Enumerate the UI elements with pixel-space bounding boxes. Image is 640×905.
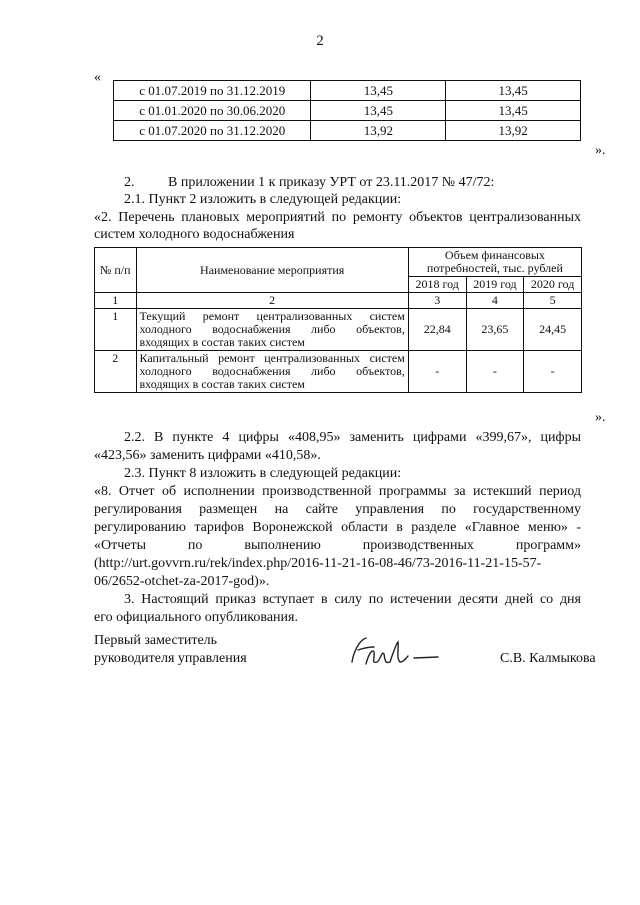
tariff-period: с 01.07.2020 по 31.12.2020 (114, 121, 311, 141)
header-num: № п/п (95, 248, 137, 293)
header-2020: 2020 год (524, 277, 582, 293)
signer-name: С.В. Калмыкова (500, 651, 596, 666)
event-2018: 22,84 (408, 309, 466, 351)
event-name: Текущий ремонт централизованных систем холодного водоснабжения либо объектов, входящих в состав таких систем (136, 309, 408, 351)
events-table (94, 247, 582, 393)
tariff-value-2: 13,92 (446, 121, 581, 141)
closing-quote-tariff: ». (595, 143, 606, 158)
tariff-row (114, 121, 581, 141)
event-row (95, 309, 582, 351)
para8-line6: 06/2652-otchet-za-2017-god)». (94, 574, 270, 589)
opening-quote: « (94, 70, 101, 85)
tariff-value-2: 13,45 (446, 101, 581, 121)
events-intro-line1: «2. Перечень плановых мероприятий по ремонту объектов централизованных (94, 210, 581, 225)
section-2-heading: В приложении 1 к приказу УРТ от 23.11.2017 № 47/72: (168, 175, 495, 190)
index-cell: 4 (466, 293, 524, 309)
index-cell: 1 (95, 293, 137, 309)
tariff-row (114, 81, 581, 101)
event-2020: - (524, 351, 582, 393)
tariff-row (114, 101, 581, 121)
closing-quote-events: ». (595, 410, 606, 425)
event-2019: 23,65 (466, 309, 524, 351)
section-2-number: 2. (124, 175, 135, 190)
tariff-value-2: 13,45 (446, 81, 581, 101)
tariff-period: с 01.07.2019 по 31.12.2019 (114, 81, 311, 101)
signer-title-line1: Первый заместитель (94, 633, 218, 648)
tariff-value-1: 13,45 (311, 81, 446, 101)
para8-line4: «Отчеты по выполнению производственных программ» (94, 538, 581, 553)
event-2019: - (466, 351, 524, 393)
item-2-2-line2: «423,56» заменить цифрами «410,58». (94, 448, 321, 463)
tariff-period: с 01.01.2020 по 30.06.2020 (114, 101, 311, 121)
event-row (95, 351, 582, 393)
tariff-table (113, 80, 581, 141)
signer-title (94, 632, 247, 668)
event-2018: - (408, 351, 466, 393)
page-number: 2 (316, 33, 324, 49)
event-num: 2 (95, 351, 137, 393)
index-cell: 3 (408, 293, 466, 309)
handwritten-signature (344, 632, 444, 674)
signer-title-line2: руководителя управления (94, 651, 247, 666)
item-3-line1: 3. Настоящий приказ вступает в силу по истечении десяти дней со дня (124, 592, 581, 607)
item-2-2-line1: 2.2. В пункте 4 цифры «408,95» заменить цифрами «399,67», цифры (124, 430, 581, 445)
index-cell: 5 (524, 293, 582, 309)
item-3-line2: его официального опубликования. (94, 610, 298, 625)
event-name: Капитальный ремонт централизованных систем холодного водоснабжения либо объектов, входящих в состав таких систем (136, 351, 408, 393)
para8-line1: «8. Отчет об исполнении производственной программы за истекший период (94, 484, 581, 499)
item-2-3: 2.3. Пункт 8 изложить в следующей редакции: (124, 466, 402, 481)
header-name: Наименование мероприятия (136, 248, 408, 293)
item-2-1: 2.1. Пункт 2 изложить в следующей редакции: (124, 192, 402, 207)
events-intro-line2: систем холодного водоснабжения (94, 227, 295, 242)
index-cell: 2 (136, 293, 408, 309)
index-row (95, 293, 582, 309)
para8-line3: регулированию тарифов Воронежской области в разделе «Главное меню» - (94, 520, 581, 535)
header-2019: 2019 год (466, 277, 524, 293)
para8-line2: регулирования размещен на сайте управления по государственному (94, 502, 581, 517)
tariff-value-1: 13,92 (311, 121, 446, 141)
tariff-value-1: 13,45 (311, 101, 446, 121)
event-num: 1 (95, 309, 137, 351)
para8-line5: (http://urt.govvrn.ru/rek/index.php/2016-11-21-16-08-46/73-2016-11-21-15-57- (94, 556, 542, 571)
event-2020: 24,45 (524, 309, 582, 351)
header-2018: 2018 год (408, 277, 466, 293)
header-finance: Объем финансовых потребностей, тыс. рублей (408, 248, 581, 277)
